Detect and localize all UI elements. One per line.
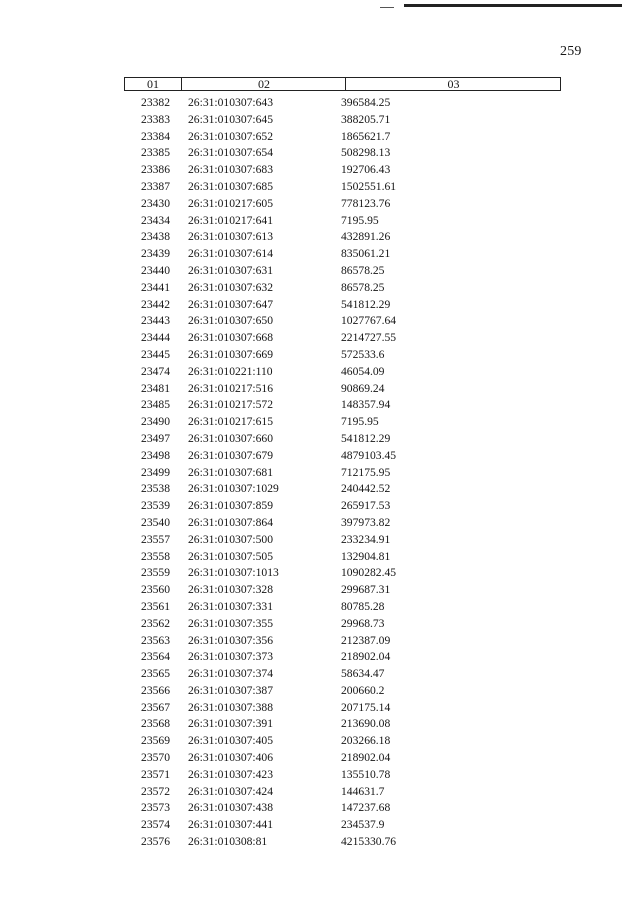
page-number: 259 <box>560 44 582 59</box>
value-cell: 299687.31 <box>341 583 391 597</box>
value-cell: 148357.94 <box>341 398 391 412</box>
value-cell: 835061.21 <box>341 247 391 261</box>
cadastral-number-cell: 26:31:010307:356 <box>188 633 274 647</box>
table-row <box>0 817 640 834</box>
table-row <box>0 112 640 129</box>
table-row <box>0 448 640 465</box>
row-number-cell: 23538 <box>141 482 170 496</box>
row-number-cell: 23383 <box>141 112 170 126</box>
row-number-cell: 23562 <box>141 616 170 630</box>
cadastral-number-cell: 26:31:010307:632 <box>188 280 274 294</box>
table-row <box>0 280 640 297</box>
cadastral-number-cell: 26:31:010307:683 <box>188 163 274 177</box>
cadastral-number-cell: 26:31:010307:328 <box>188 583 274 597</box>
value-cell: 212387.09 <box>341 633 391 647</box>
row-number-cell: 23438 <box>141 230 170 244</box>
table-row <box>0 246 640 263</box>
cadastral-number-cell: 26:31:010307:500 <box>188 532 274 546</box>
cadastral-number-cell: 26:31:010307:505 <box>188 549 274 563</box>
value-cell: 46054.09 <box>341 364 385 378</box>
value-cell: 207175.14 <box>341 700 391 714</box>
table-row <box>0 129 640 146</box>
table-row <box>0 229 640 246</box>
cadastral-number-cell: 26:31:010307:355 <box>188 616 274 630</box>
value-cell: 7195.95 <box>341 213 379 227</box>
cadastral-number-cell: 26:31:010307:631 <box>188 263 274 277</box>
cadastral-number-cell: 26:31:010307:669 <box>188 347 274 361</box>
row-number-cell: 23481 <box>141 381 170 395</box>
table-row <box>0 465 640 482</box>
value-cell: 388205.71 <box>341 112 391 126</box>
table-row <box>0 179 640 196</box>
table-row <box>0 683 640 700</box>
row-number-cell: 23444 <box>141 331 170 345</box>
table-row <box>0 381 640 398</box>
value-cell: 213690.08 <box>341 717 391 731</box>
cadastral-number-cell: 26:31:010307:405 <box>188 734 274 748</box>
value-cell: 1027767.64 <box>341 314 397 328</box>
value-cell: 1090282.45 <box>341 566 397 580</box>
value-cell: 541812.29 <box>341 297 391 311</box>
row-number-cell: 23434 <box>141 213 170 227</box>
table-row <box>0 263 640 280</box>
table-row <box>0 649 640 666</box>
table-row <box>0 347 640 364</box>
table-row <box>0 297 640 314</box>
row-number-cell: 23443 <box>141 314 170 328</box>
cadastral-number-cell: 26:31:010307:668 <box>188 331 274 345</box>
row-number-cell: 23499 <box>141 465 170 479</box>
table-row <box>0 196 640 213</box>
table-row <box>0 330 640 347</box>
table-row <box>0 364 640 381</box>
cadastral-number-cell: 26:31:010307:864 <box>188 515 274 529</box>
table-row <box>0 700 640 717</box>
cadastral-number-cell: 26:31:010217:572 <box>188 398 274 412</box>
row-number-cell: 23559 <box>141 566 170 580</box>
row-number-cell: 23539 <box>141 499 170 513</box>
row-number-cell: 23490 <box>141 415 170 429</box>
value-cell: 135510.78 <box>341 767 391 781</box>
value-cell: 218902.04 <box>341 751 391 765</box>
row-number-cell: 23441 <box>141 280 170 294</box>
cadastral-number-cell: 26:31:010307:374 <box>188 667 274 681</box>
row-number-cell: 23558 <box>141 549 170 563</box>
table-row <box>0 834 640 851</box>
value-cell: 200660.2 <box>341 683 385 697</box>
table-row <box>0 549 640 566</box>
cadastral-number-cell: 26:31:010308:81 <box>188 835 268 849</box>
value-cell: 432891.26 <box>341 230 391 244</box>
table-row <box>0 599 640 616</box>
row-number-cell: 23569 <box>141 734 170 748</box>
value-cell: 2214727.55 <box>341 331 397 345</box>
cadastral-number-cell: 26:31:010307:331 <box>188 599 274 613</box>
row-number-cell: 23440 <box>141 263 170 277</box>
row-number-cell: 23439 <box>141 247 170 261</box>
cadastral-number-cell: 26:31:010307:685 <box>188 179 274 193</box>
value-cell: 234537.9 <box>341 818 385 832</box>
cadastral-number-cell: 26:31:010307:406 <box>188 751 274 765</box>
table-body <box>0 95 640 851</box>
cadastral-number-cell: 26:31:010307:681 <box>188 465 274 479</box>
table-row <box>0 95 640 112</box>
cadastral-number-cell: 26:31:010307:660 <box>188 431 274 445</box>
value-cell: 86578.25 <box>341 280 385 294</box>
table-row <box>0 515 640 532</box>
table-row <box>0 431 640 448</box>
row-number-cell: 23387 <box>141 179 170 193</box>
cadastral-number-cell: 26:31:010217:615 <box>188 415 274 429</box>
value-cell: 203266.18 <box>341 734 391 748</box>
row-number-cell: 23565 <box>141 667 170 681</box>
table-row <box>0 162 640 179</box>
row-number-cell: 23445 <box>141 347 170 361</box>
row-number-cell: 23474 <box>141 364 170 378</box>
cadastral-number-cell: 26:31:010307:441 <box>188 818 274 832</box>
cadastral-number-cell: 26:31:010307:650 <box>188 314 274 328</box>
cadastral-number-cell: 26:31:010307:643 <box>188 96 274 109</box>
value-cell: 4879103.45 <box>341 448 397 462</box>
value-cell: 233234.91 <box>341 532 391 546</box>
value-cell: 147237.68 <box>341 801 391 815</box>
cadastral-number-cell: 26:31:010307:424 <box>188 784 274 798</box>
row-number-cell: 23571 <box>141 767 170 781</box>
row-number-cell: 23563 <box>141 633 170 647</box>
cadastral-number-cell: 26:31:010307:647 <box>188 297 274 311</box>
table-row <box>0 213 640 230</box>
top-rule <box>404 4 622 7</box>
value-cell: 508298.13 <box>341 146 391 160</box>
row-number-cell: 23442 <box>141 297 170 311</box>
table-row <box>0 498 640 515</box>
row-number-cell: 23540 <box>141 515 170 529</box>
column-header-01: 01 <box>147 77 159 91</box>
cadastral-number-cell: 26:31:010307:613 <box>188 230 274 244</box>
table-row <box>0 481 640 498</box>
cadastral-number-cell: 26:31:010221:110 <box>188 364 273 378</box>
cadastral-number-cell: 26:31:010307:387 <box>188 683 274 697</box>
table-row <box>0 565 640 582</box>
row-number-cell: 23572 <box>141 784 170 798</box>
table-row <box>0 666 640 683</box>
cadastral-number-cell: 26:31:010307:679 <box>188 448 274 462</box>
row-number-cell: 23560 <box>141 583 170 597</box>
value-cell: 396584.25 <box>341 96 391 109</box>
row-number-cell: 23384 <box>141 129 170 143</box>
cadastral-number-cell: 26:31:010307:388 <box>188 700 274 714</box>
row-number-cell: 23386 <box>141 163 170 177</box>
value-cell: 712175.95 <box>341 465 391 479</box>
row-number-cell: 23385 <box>141 146 170 160</box>
row-number-cell: 23574 <box>141 818 170 832</box>
value-cell: 29968.73 <box>341 616 385 630</box>
top-rule-short <box>380 7 394 8</box>
table-row <box>0 414 640 431</box>
cadastral-number-cell: 26:31:010307:652 <box>188 129 274 143</box>
row-number-cell: 23382 <box>141 96 170 109</box>
value-cell: 7195.95 <box>341 415 379 429</box>
value-cell: 1865621.7 <box>341 129 391 143</box>
row-number-cell: 23564 <box>141 650 170 664</box>
cadastral-number-cell: 26:31:010307:645 <box>188 112 274 126</box>
cadastral-number-cell: 26:31:010307:438 <box>188 801 274 815</box>
table-row <box>0 800 640 817</box>
column-header-03: 03 <box>345 78 561 90</box>
table-row <box>0 767 640 784</box>
value-cell: 86578.25 <box>341 263 385 277</box>
cadastral-number-cell: 26:31:010307:614 <box>188 247 274 261</box>
cadastral-number-cell: 26:31:010217:605 <box>188 196 274 210</box>
value-cell: 541812.29 <box>341 431 391 445</box>
table-row <box>0 397 640 414</box>
cadastral-number-cell: 26:31:010307:373 <box>188 650 274 664</box>
table-row <box>0 313 640 330</box>
cadastral-number-cell: 26:31:010307:391 <box>188 717 274 731</box>
row-number-cell: 23561 <box>141 599 170 613</box>
value-cell: 80785.28 <box>341 599 385 613</box>
row-number-cell: 23498 <box>141 448 170 462</box>
row-number-cell: 23568 <box>141 717 170 731</box>
table-row <box>0 582 640 599</box>
table-row <box>0 716 640 733</box>
row-number-cell: 23566 <box>141 683 170 697</box>
table-row <box>0 532 640 549</box>
table-row <box>0 750 640 767</box>
value-cell: 218902.04 <box>341 650 391 664</box>
cadastral-number-cell: 26:31:010307:423 <box>188 767 274 781</box>
value-cell: 397973.82 <box>341 515 391 529</box>
value-cell: 144631.7 <box>341 784 385 798</box>
cadastral-number-cell: 26:31:010307:654 <box>188 146 274 160</box>
row-number-cell: 23570 <box>141 751 170 765</box>
row-number-cell: 23576 <box>141 835 170 849</box>
row-number-cell: 23497 <box>141 431 170 445</box>
table-row <box>0 733 640 750</box>
value-cell: 572533.6 <box>341 347 385 361</box>
value-cell: 192706.43 <box>341 163 391 177</box>
cadastral-number-cell: 26:31:010217:516 <box>188 381 274 395</box>
table-header <box>124 77 561 91</box>
value-cell: 778123.76 <box>341 196 391 210</box>
value-cell: 240442.52 <box>341 482 391 496</box>
value-cell: 132904.81 <box>341 549 391 563</box>
value-cell: 90869.24 <box>341 381 385 395</box>
value-cell: 265917.53 <box>341 499 391 513</box>
table-row <box>0 633 640 650</box>
cadastral-number-cell: 26:31:010307:1013 <box>188 566 279 580</box>
row-number-cell: 23573 <box>141 801 170 815</box>
value-cell: 58634.47 <box>341 667 385 681</box>
row-number-cell: 23557 <box>141 532 170 546</box>
column-header-02: 02 <box>181 78 346 90</box>
table-row <box>0 616 640 633</box>
cadastral-number-cell: 26:31:010307:1029 <box>188 482 279 496</box>
cadastral-number-cell: 26:31:010307:859 <box>188 499 274 513</box>
value-cell: 4215330.76 <box>341 835 397 849</box>
row-number-cell: 23567 <box>141 700 170 714</box>
cadastral-number-cell: 26:31:010217:641 <box>188 213 274 227</box>
value-cell: 1502551.61 <box>341 179 397 193</box>
table-row <box>0 784 640 801</box>
row-number-cell: 23430 <box>141 196 170 210</box>
row-number-cell: 23485 <box>141 398 170 412</box>
table-row <box>0 145 640 162</box>
